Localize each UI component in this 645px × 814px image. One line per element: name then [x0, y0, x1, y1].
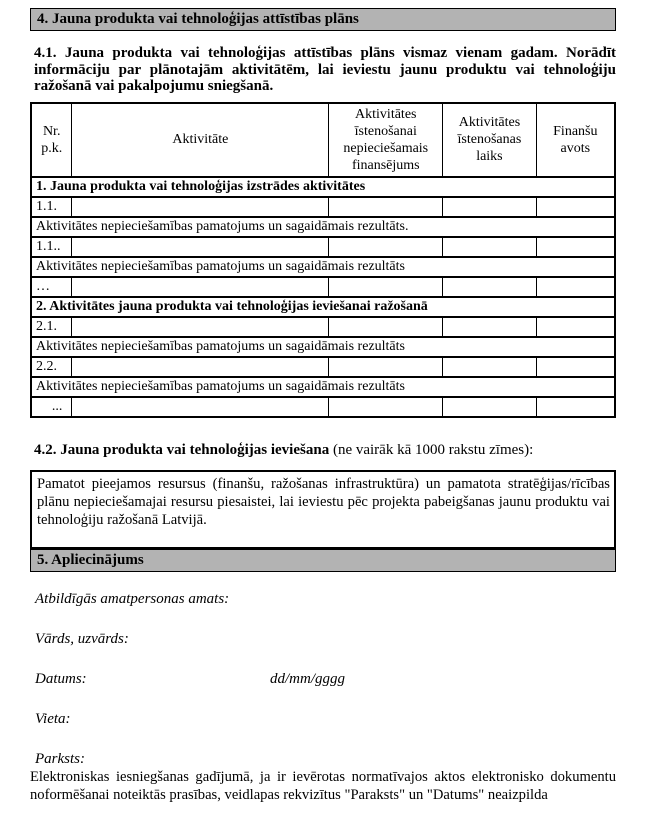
source-input-cell[interactable] [536, 277, 615, 297]
source-input-cell[interactable] [536, 197, 615, 217]
row-number-cell: ... [31, 397, 72, 417]
time-input-cell[interactable] [443, 357, 536, 377]
activity-input-cell[interactable] [72, 317, 329, 337]
activity-input-cell[interactable] [72, 277, 329, 297]
table-row [31, 317, 615, 337]
text-box-4-2[interactable] [30, 470, 616, 549]
col-header-nr-pk: Nr. p.k. [31, 103, 72, 177]
table-row [31, 237, 615, 257]
field-signature-label: Parksts: [35, 750, 85, 767]
electronic-submission-note: Elektroniskas iesniegšanas gadījumā, ja ir ievērotas normatīvajos aktos elektronisko dokumentu noformēšanai noteiktās prasības, veidlapas rekvizītus "Paraksts" un "Datums" neaizpilda [30, 768, 616, 803]
row-number-cell: 1.1.. [31, 237, 72, 257]
source-input-cell[interactable] [536, 397, 615, 417]
table-row [31, 277, 615, 297]
table-header-row [31, 103, 615, 177]
field-date-format-hint: dd/mm/gggg [270, 670, 345, 687]
section-5-title: 5. Apliecinājums [37, 551, 144, 568]
table-row [31, 177, 615, 197]
section-4-title: 4. Jauna produkta vai tehnoloģijas attīstības plāns [37, 11, 359, 27]
field-position [35, 590, 616, 608]
funding-input-cell[interactable] [329, 397, 443, 417]
table-row [31, 337, 615, 357]
table-row-description: Aktivitātes nepieciešamības pamatojums un sagaidāmais rezultāts. [31, 217, 615, 237]
source-input-cell[interactable] [536, 357, 615, 377]
table-row-description: Aktivitātes nepieciešamības pamatojums un sagaidāmais rezultāts [31, 257, 615, 277]
table-row [31, 297, 615, 317]
heading-4-2-bold: 4.2. Jauna produkta vai tehnoloģijas ieviešana [34, 441, 330, 458]
activity-input-cell[interactable] [72, 197, 329, 217]
table-section-header: 2. Aktivitātes jauna produkta vai tehnoloģijas ieviešanai ražošanā [31, 297, 615, 317]
activity-input-cell[interactable] [72, 237, 329, 257]
field-signature [35, 750, 616, 768]
source-input-cell[interactable] [536, 317, 615, 337]
time-input-cell[interactable] [443, 237, 536, 257]
table-row [31, 377, 615, 397]
time-input-cell[interactable] [443, 317, 536, 337]
field-name-surname-label: Vārds, uzvārds: [35, 630, 129, 647]
activities-table [30, 102, 616, 418]
funding-input-cell[interactable] [329, 317, 443, 337]
section-5-header-bar [30, 549, 616, 572]
funding-input-cell[interactable] [329, 277, 443, 297]
heading-4-2-rest: (ne vairāk kā 1000 rakstu zīmes): [329, 441, 534, 458]
field-date [35, 670, 616, 688]
signature-block [30, 590, 616, 768]
col-header-laiks: Aktivitātes īstenošanas laiks [443, 103, 536, 177]
activity-input-cell[interactable] [72, 357, 329, 377]
row-number-cell: … [31, 277, 72, 297]
table-row [31, 357, 615, 377]
para-4-1: 4.1. Jauna produkta vai tehnoloģijas attīstības plāns vismaz vienam gadam. Norādīt informāciju par plānotajām aktivitātēm, lai ieviestu jaunu produktu vai tehnoloģiju ražošanā vai pakalpojumu sniegšanā. [34, 45, 616, 95]
table-section-header: 1. Jauna produkta vai tehnoloģijas izstrādes aktivitātes [31, 177, 615, 197]
activity-input-cell[interactable] [72, 397, 329, 417]
table-row [31, 397, 615, 417]
funding-input-cell[interactable] [329, 197, 443, 217]
heading-4-2 [30, 441, 616, 459]
field-place-label: Vieta: [35, 710, 71, 727]
row-number-cell: 2.1. [31, 317, 72, 337]
table-row-description: Aktivitātes nepieciešamības pamatojums un sagaidāmais rezultāts [31, 337, 615, 357]
field-position-label: Atbildīgās amatpersonas amats: [35, 590, 230, 607]
col-header-finansu-avots: Finanšu avots [536, 103, 615, 177]
time-input-cell[interactable] [443, 397, 536, 417]
section-4-header-bar [30, 8, 616, 31]
field-name-surname [35, 630, 616, 648]
col-header-finansejums: Aktivitātes īstenošanai nepieciešamais finansējums [329, 103, 443, 177]
field-place [35, 710, 616, 728]
table-row [31, 217, 615, 237]
table-row [31, 257, 615, 277]
table-row [31, 197, 615, 217]
funding-input-cell[interactable] [329, 357, 443, 377]
source-input-cell[interactable] [536, 237, 615, 257]
time-input-cell[interactable] [443, 197, 536, 217]
field-date-label: Datums: [35, 670, 87, 687]
funding-input-cell[interactable] [329, 237, 443, 257]
table-row-description: Aktivitātes nepieciešamības pamatojums un sagaidāmais rezultāts [31, 377, 615, 397]
time-input-cell[interactable] [443, 277, 536, 297]
row-number-cell: 1.1. [31, 197, 72, 217]
col-header-aktivitate: Aktivitāte [72, 103, 329, 177]
text-box-4-2-content: Pamatot pieejamos resursus (finanšu, ražošanas infrastruktūra) un pamatota stratēģijas/rīcības plānu nepieciešamajai resursu piesaistei, lai ieviestu pēc projekta pabeigšanas jaunu produktu vai tehnoloģiju ražošanā Latvijā. [37, 475, 610, 528]
row-number-cell: 2.2. [31, 357, 72, 377]
